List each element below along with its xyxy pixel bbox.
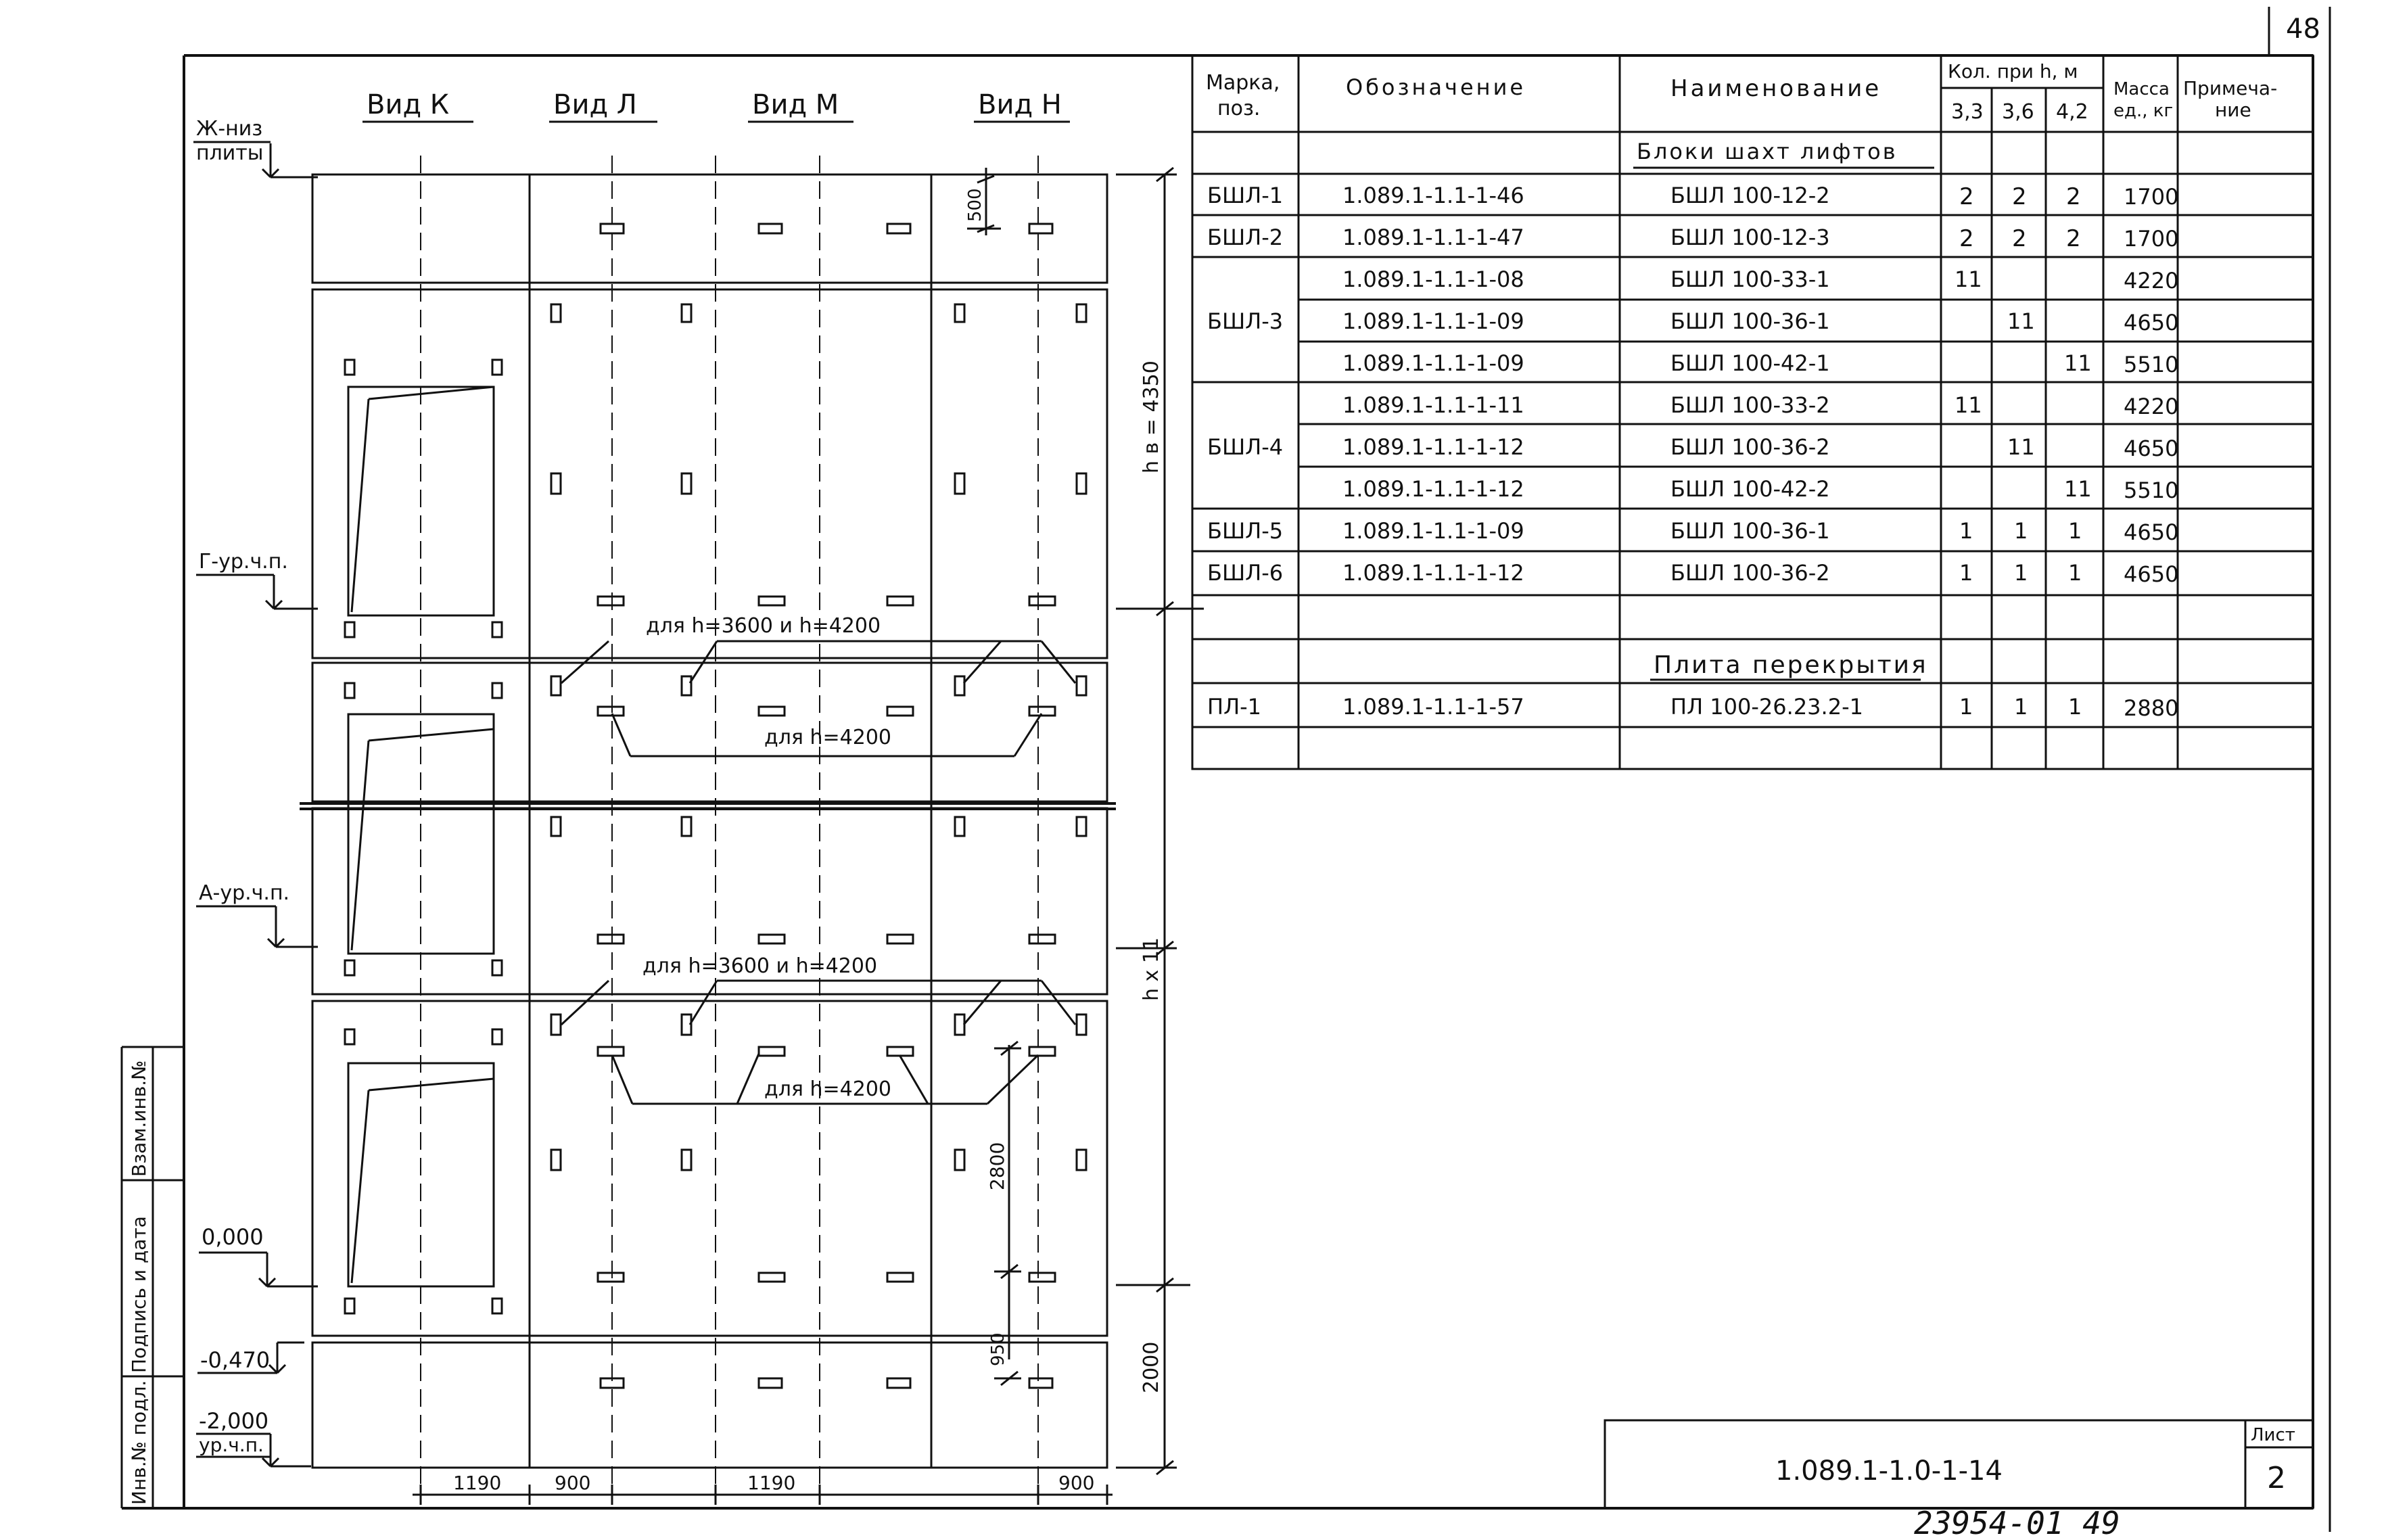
spec-row-11 [1207, 694, 2178, 721]
row-4-name: БШЛ 100-36-1 [1670, 308, 1830, 334]
row-10-q1: 1 [1959, 560, 1973, 586]
section-shaft-blocks: Блоки шахт лифтов [1637, 139, 1898, 164]
dim-2800: 2800 [986, 1142, 1008, 1190]
row-2-name: БШЛ 100-12-3 [1670, 225, 1830, 250]
row-10-name: БШЛ 100-36-2 [1670, 560, 1830, 586]
side-stamp [122, 1047, 184, 1508]
row-9-q2: 1 [2014, 518, 2028, 544]
axis-lines [421, 156, 1038, 1485]
note-2: для h=4200 [764, 726, 891, 749]
header-name: Наименование [1670, 75, 1882, 102]
row-2-mass: 1700 [2124, 226, 2179, 252]
row-8-name: БШЛ 100-42-2 [1670, 476, 1830, 502]
spec-table-header [1206, 60, 2277, 124]
header-mass-1: Масса [2113, 79, 2170, 99]
level-bottom-slab-1: Ж-низ [196, 117, 263, 141]
row-4-mass: 4650 [2124, 310, 2179, 335]
row-3-mass: 4220 [2124, 268, 2179, 294]
header-designation: Обозначение [1346, 74, 1526, 100]
row-11-designation: 1.089.1-1.1-1-57 [1342, 694, 1524, 720]
row-8-designation: 1.089.1-1.1-1-12 [1342, 476, 1524, 502]
row-10-mass: 4650 [2124, 561, 2179, 587]
doc-code: 1.089.1-1.0-1-14 [1775, 1455, 2003, 1487]
row-9-mass: 4650 [2124, 519, 2179, 545]
row-9-q3: 1 [2068, 518, 2082, 544]
row-1-q3: 2 [2066, 183, 2081, 210]
stamp-signature-date: Подпись и дата [128, 1216, 150, 1373]
dim-2000: 2000 [1140, 1341, 1163, 1393]
level-zero: 0,000 [202, 1224, 264, 1250]
row-7-designation: 1.089.1-1.1-1-12 [1342, 434, 1524, 460]
note-4: для h=4200 [764, 1077, 891, 1101]
stamp-inv-podl: Инв.№ подл. [128, 1380, 150, 1505]
row-6-designation: 1.089.1-1.1-1-11 [1342, 392, 1524, 418]
row-5-q3: 11 [2064, 350, 2092, 376]
level-marks [193, 117, 318, 1466]
spec-row-9 [1207, 518, 2178, 545]
page-number: 48 [2286, 14, 2320, 45]
row-9-name: БШЛ 100-36-1 [1670, 518, 1830, 544]
row-2-designation: 1.089.1-1.1-1-47 [1342, 225, 1524, 250]
section-slab: Плита перекрытия [1654, 651, 1928, 679]
header-h1: 3,3 [1951, 100, 1984, 124]
sheet-label: Лист [2251, 1425, 2295, 1445]
row-2-q3: 2 [2066, 225, 2081, 252]
level-minus-2000: -2,000 [199, 1408, 269, 1434]
header-note-1: Примеча- [2183, 77, 2278, 99]
row-7-mark: БШЛ-4 [1207, 434, 1284, 460]
dim-bottom-900-a: 900 [555, 1472, 591, 1494]
row-1-q1: 2 [1959, 183, 1974, 210]
row-8-q3: 11 [2064, 476, 2092, 502]
row-10-q2: 1 [2014, 560, 2028, 586]
row-10-designation: 1.089.1-1.1-1-12 [1342, 560, 1524, 586]
row-11-mass: 2880 [2124, 695, 2179, 721]
header-note-2: ние [2215, 99, 2251, 121]
level-bottom-slab-2: плиты [196, 141, 264, 165]
header-h2: 3,6 [2002, 100, 2034, 124]
spec-row-10 [1207, 560, 2178, 587]
note-3: для h=3600 и h=4200 [642, 954, 878, 978]
spec-row-6 [1342, 392, 2178, 419]
dim-bottom-900-b: 900 [1058, 1472, 1095, 1494]
level-minus-2000-label: ур.ч.п. [199, 1434, 264, 1456]
row-9-mark: БШЛ-5 [1207, 518, 1284, 544]
row-4-mark: БШЛ-3 [1207, 308, 1284, 334]
row-3-name: БШЛ 100-33-1 [1670, 266, 1830, 292]
row-11-q1: 1 [1959, 694, 1973, 720]
dim-hx11: h x 11 [1140, 937, 1163, 1001]
view-title-l: Вид Л [553, 89, 637, 120]
header-h3: 4,2 [2056, 100, 2088, 124]
row-10-q3: 1 [2068, 560, 2082, 586]
row-5-mass: 5510 [2124, 352, 2179, 377]
dim-500: 500 [965, 188, 985, 222]
header-mass-2: ед., кг [2113, 101, 2174, 121]
leader-lines [561, 641, 1075, 1104]
spec-row-5 [1342, 350, 2178, 377]
level-a: А-ур.ч.п. [199, 881, 290, 905]
row-10-mark: БШЛ-6 [1207, 560, 1284, 586]
note-1: для h=3600 и h=4200 [646, 614, 881, 638]
row-7-mass: 4650 [2124, 436, 2179, 461]
sheet-number: 2 [2267, 1461, 2286, 1495]
row-6-mass: 4220 [2124, 394, 2179, 419]
row-4-q2: 11 [2007, 308, 2035, 334]
row-8-mass: 5510 [2124, 477, 2179, 503]
row-2-q1: 2 [1959, 225, 1974, 252]
view-title-n: Вид Н [978, 89, 1062, 120]
header-qty: Кол. при h, м [1948, 60, 2078, 83]
row-3-designation: 1.089.1-1.1-1-08 [1342, 266, 1524, 292]
row-2-mark: БШЛ-2 [1207, 225, 1284, 250]
row-9-q1: 1 [1959, 518, 1973, 544]
row-11-name: ПЛ 100-26.23.2-1 [1670, 694, 1863, 720]
row-3-q1: 11 [1955, 266, 1982, 292]
title-block [1605, 1420, 2313, 1508]
handwritten-archive-number: 23954-01 49 [1914, 1505, 2120, 1540]
view-titles [362, 89, 1070, 122]
row-4-designation: 1.089.1-1.1-1-09 [1342, 308, 1524, 334]
row-1-q2: 2 [2012, 183, 2027, 210]
row-1-designation: 1.089.1-1.1-1-46 [1342, 183, 1524, 208]
row-2-q2: 2 [2012, 225, 2027, 252]
spec-row-3 [1342, 266, 2178, 294]
row-9-designation: 1.089.1-1.1-1-09 [1342, 518, 1524, 544]
level-g: Г-ур.ч.п. [199, 550, 288, 574]
dim-950: 950 [988, 1332, 1008, 1366]
row-7-q2: 11 [2007, 434, 2035, 460]
dim-bottom-1190-b: 1190 [747, 1472, 796, 1494]
row-1-mark: БШЛ-1 [1207, 183, 1284, 208]
row-6-name: БШЛ 100-33-2 [1670, 392, 1830, 418]
row-11-q3: 1 [2068, 694, 2082, 720]
spec-row-8 [1342, 476, 2178, 503]
row-5-name: БШЛ 100-42-1 [1670, 350, 1830, 376]
row-6-q1: 11 [1955, 392, 1982, 418]
row-7-name: БШЛ 100-36-2 [1670, 434, 1830, 460]
header-mark-2: поз. [1217, 97, 1261, 120]
view-title-m: Вид М [752, 89, 839, 120]
row-5-designation: 1.089.1-1.1-1-09 [1342, 350, 1524, 376]
dim-bottom-1190-a: 1190 [453, 1472, 502, 1494]
spec-row-1 [1207, 183, 2178, 210]
spec-row-7 [1207, 434, 2178, 461]
view-title-k: Вид К [367, 89, 450, 120]
elevation-blocks [300, 174, 1116, 1468]
header-mark-1: Марка, [1206, 71, 1280, 95]
dim-hv-4350: h в = 4350 [1140, 360, 1163, 473]
stamp-vzam-inv: Взам.инв.№ [128, 1060, 150, 1177]
row-11-mark: ПЛ-1 [1207, 694, 1262, 720]
level-minus-470: -0,470 [200, 1347, 271, 1373]
row-1-mass: 1700 [2124, 184, 2179, 210]
row-1-name: БШЛ 100-12-2 [1670, 183, 1830, 208]
spec-row-4 [1207, 308, 2178, 335]
row-11-q2: 1 [2014, 694, 2028, 720]
spec-row-2 [1207, 225, 2178, 252]
